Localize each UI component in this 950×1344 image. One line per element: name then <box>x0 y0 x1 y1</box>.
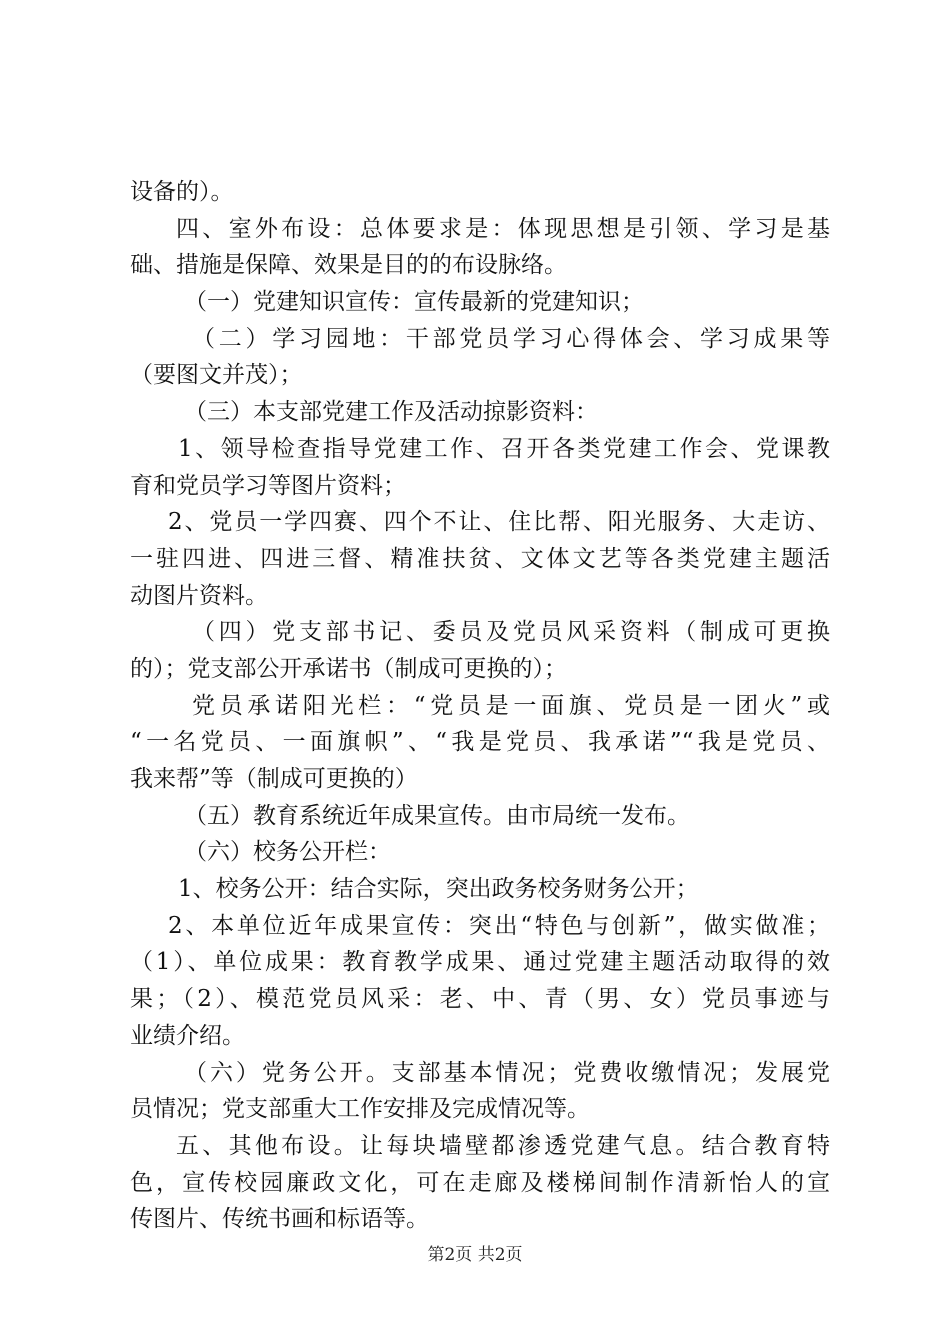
text-line: （六）党务公开。支部基本情况；党费收缴情况；发展党 <box>184 1059 830 1086</box>
text-line: 1、领导检查指导党建工作、召开各类党建工作会、党课教 <box>178 435 830 462</box>
text-line: 五、其他布设。让每块墙壁都渗透党建气息。结合教育特 <box>176 1132 830 1159</box>
text-line: 2、党员一学四赛、四个不让、住比帮、阳光服务、大走访、 <box>168 509 830 536</box>
text-line: 业绩介绍。 <box>130 1022 245 1049</box>
text-line: 传图片、传统书画和标语等。 <box>130 1206 429 1233</box>
text-line: （二）学习园地：干部党员学习心得体会、学习成果等 <box>192 325 830 352</box>
text-line: 员情况；党支部重大工作安排及完成情况等。 <box>130 1096 590 1123</box>
text-line: 党员承诺阳光栏：“党员是一面旗、党员是一团火”或 <box>192 692 830 719</box>
text-line: 四、室外布设：总体要求是：体现思想是引领、学习是基 <box>176 215 830 242</box>
text-line: 色，宣传校园廉政文化，可在走廊及楼梯间制作清新怡人的宣 <box>130 1169 830 1196</box>
text-line: （三）本支部党建工作及活动掠影资料： <box>184 399 598 426</box>
text-line: （六）校务公开栏： <box>184 839 391 866</box>
text-line: 果；（2）、模范党员风采：老、中、青（男、女）党员事迹与 <box>130 986 830 1013</box>
text-line: 一驻四进、四进三督、精准扶贫、文体文艺等各类党建主题活 <box>130 545 830 572</box>
text-line: 础、措施是保障、效果是目的的布设脉络。 <box>130 252 567 279</box>
text-line: （四）党支部书记、委员及党员风采资料（制成可更换 <box>192 619 830 646</box>
text-line: 1、校务公开：结合实际，突出政务校务财务公开； <box>178 876 699 903</box>
text-line: 动图片资料。 <box>130 582 268 609</box>
text-line: 育和党员学习等图片资料； <box>130 472 406 499</box>
text-line: “一名党员、一面旗帜”、“我是党员、我承诺”“我是党员、 <box>130 729 830 756</box>
text-line: （1）、单位成果：教育教学成果、通过党建主题活动取得的效 <box>130 949 830 976</box>
text-line: （五）教育系统近年成果宣传。由市局统一发布。 <box>184 802 690 829</box>
text-line: （要图文并茂）； <box>130 362 303 389</box>
text-line: （一）党建知识宣传：宣传最新的党建知识； <box>184 289 644 316</box>
page-footer: 第2页 共2页 <box>427 1245 523 1265</box>
text-line: 的）；党支部公开承诺书（制成可更换的）； <box>130 655 567 682</box>
document-body <box>130 174 830 1238</box>
text-line: 设备的）。 <box>130 179 234 205</box>
text-line: 2、本单位近年成果宣传：突出“特色与创新”，做实做准； <box>168 912 830 939</box>
text-line: 我来帮”等（制成可更换的） <box>130 766 418 792</box>
